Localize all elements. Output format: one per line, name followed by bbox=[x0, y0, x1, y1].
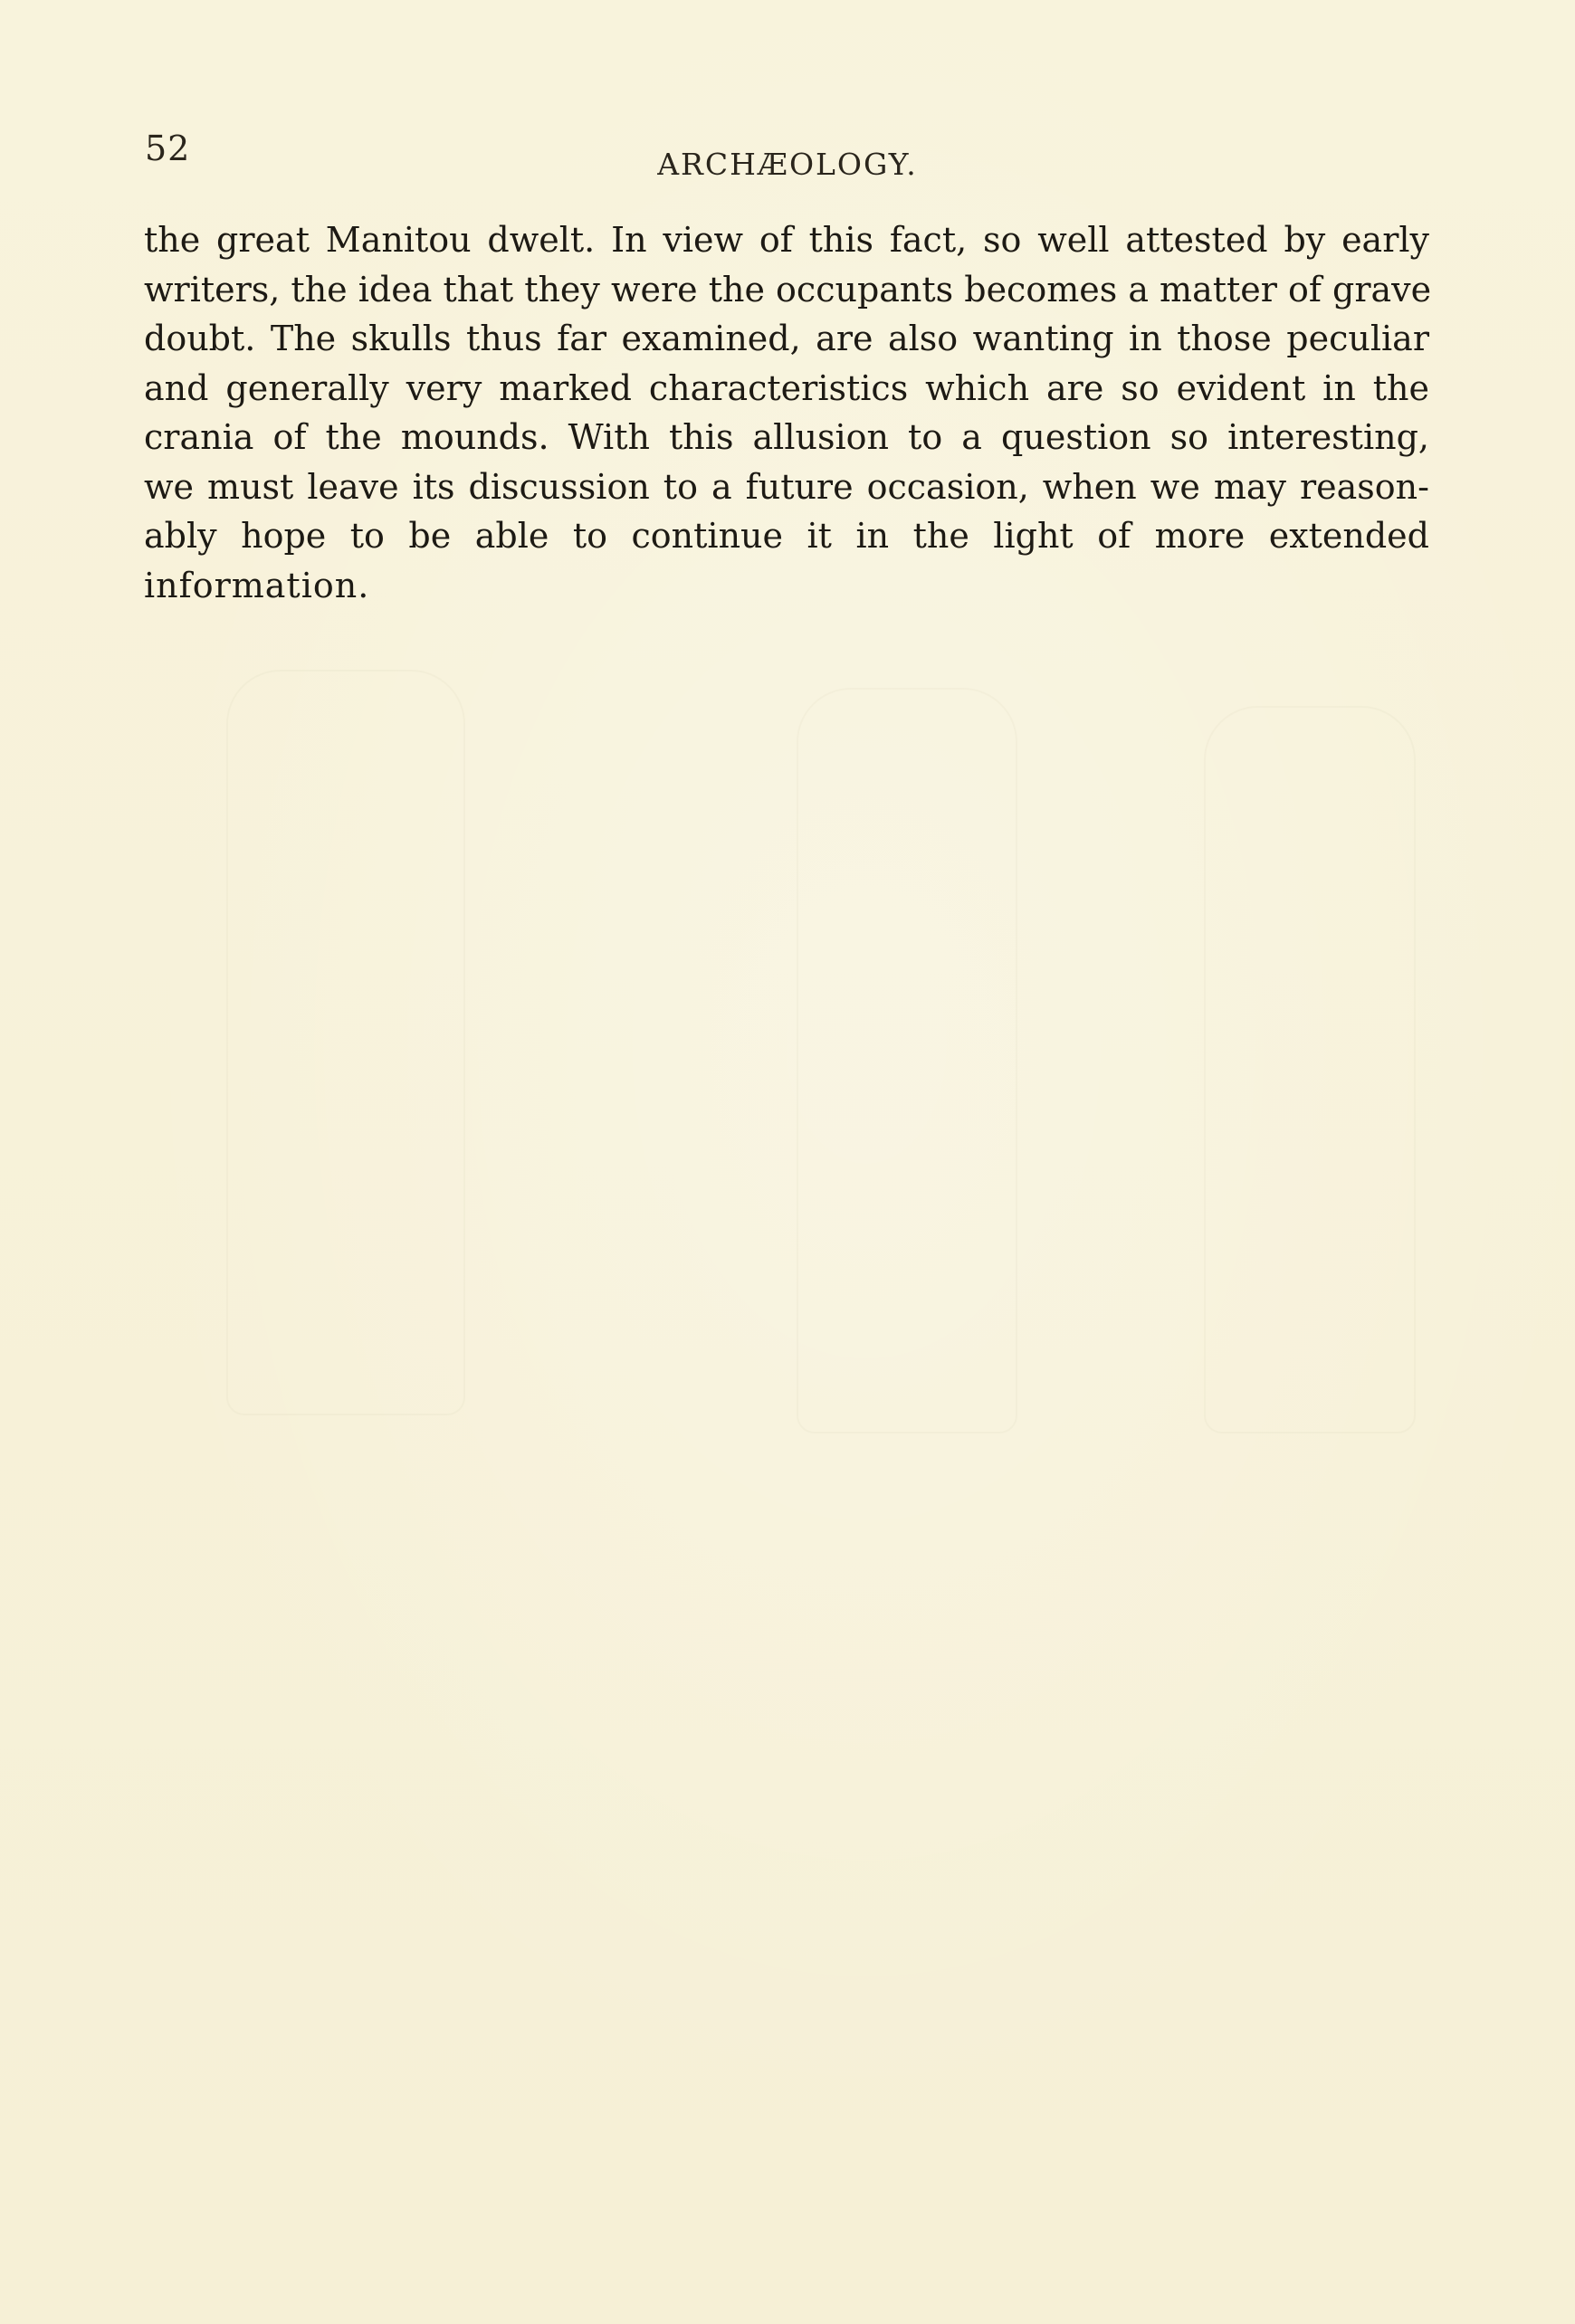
show-through-shadow bbox=[1204, 706, 1416, 1433]
text-line: ably hope to be able to continue it in the light of more extended bbox=[144, 516, 1429, 556]
running-head: ARCHÆOLOGY. bbox=[657, 147, 918, 182]
text-line: we must leave its discussion to a future occasion, when we may reason- bbox=[144, 466, 1429, 507]
show-through-shadow bbox=[226, 670, 465, 1415]
text-line: doubt. The skulls thus far examined, are also wanting in those peculiar bbox=[144, 319, 1429, 358]
page-number: 52 bbox=[145, 129, 191, 168]
show-through-shadow bbox=[797, 688, 1017, 1433]
text-line: and generally very marked characteristics which are so evident in the bbox=[144, 367, 1429, 408]
text-line: information. bbox=[144, 565, 370, 605]
text-line: the great Manitou dwelt. In view of this fact, so well attested by early bbox=[144, 220, 1429, 260]
text-line: writers, the idea that they were the occupants becomes a matter of grave bbox=[144, 269, 1432, 310]
text-line: crania of the mounds. With this allusion to a question so interesting, bbox=[144, 417, 1429, 457]
body-paragraph bbox=[144, 215, 1432, 610]
